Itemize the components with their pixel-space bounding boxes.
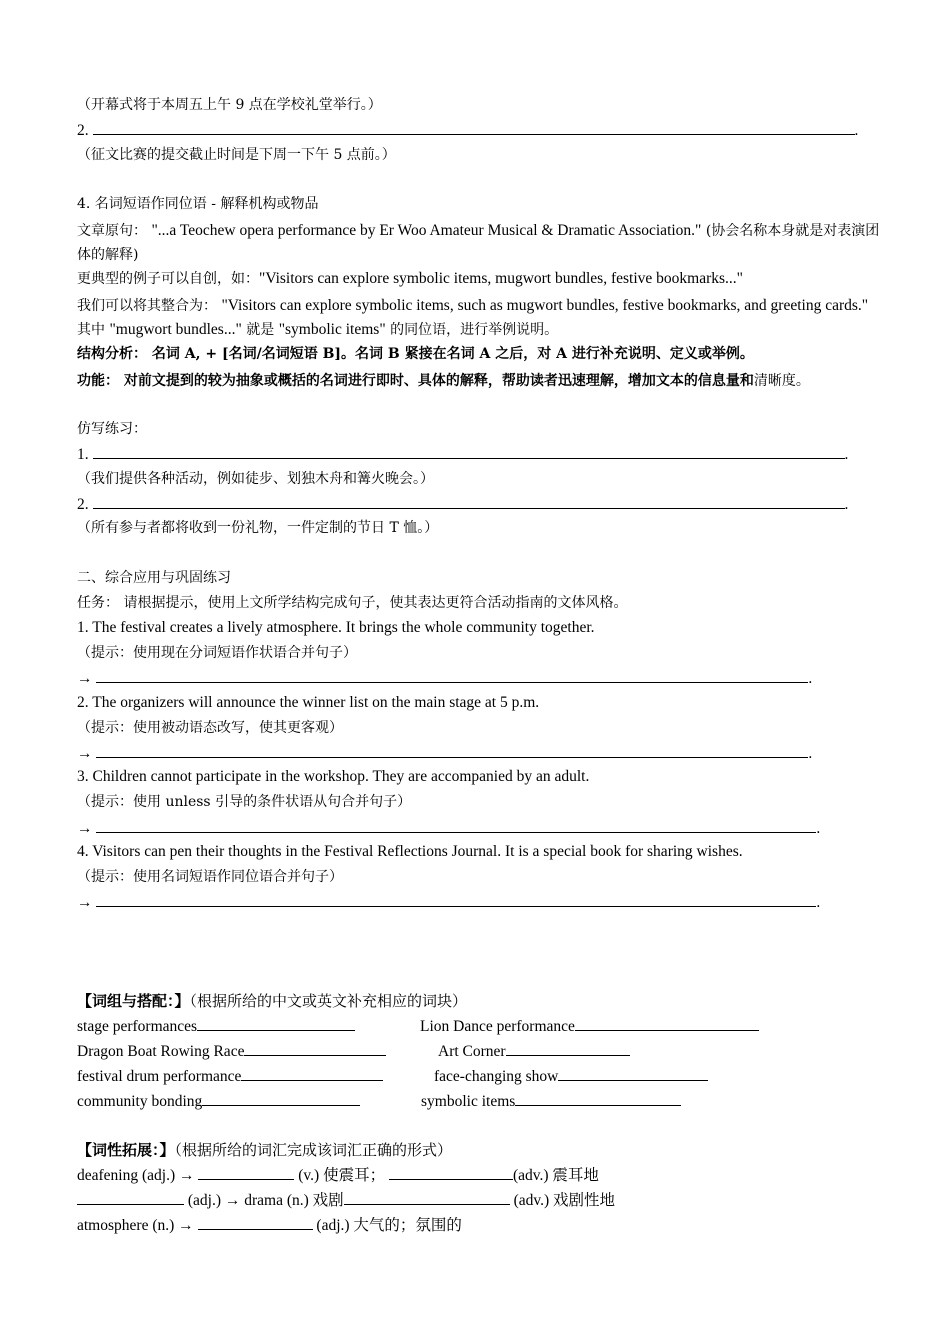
section-heading: 4. 名词短语作同位语 - 解释机构或物品 — [77, 196, 319, 212]
practice-note-1: （我们提供各种活动，例如徒步、划独木舟和篝火晚会。） — [77, 471, 434, 487]
arrow-icon: → — [77, 894, 93, 911]
practice-label: 仿写练习： — [77, 421, 147, 437]
exercise-hint-3: （提示：使用 unless 引导的条件状语从句合并句子） — [77, 794, 412, 810]
wordform-line-2: (adj.) → drama (n.) 戏剧 (adv.) 戏剧性地 — [77, 1190, 615, 1211]
note-opening-ceremony: （开幕式将于本周五上午 9 点在学校礼堂举行。） — [77, 97, 382, 113]
answer-blank[interactable] — [93, 444, 845, 459]
answer-blank[interactable] — [344, 1190, 510, 1205]
exercise-question-1: 1. The festival creates a lively atmosphere. It brings the whole community together. — [77, 619, 595, 636]
exercise-question-4: 4. Visitors can pen their thoughts in the Festival Reflections Journal. It is a special book for sharing wishes. — [77, 843, 743, 860]
phrase-row-4-left: community bonding — [77, 1091, 360, 1112]
practice-note-2: （所有参与者都将收到一份礼物，一件定制的节日 T 恤。） — [77, 520, 439, 536]
wordform-line-3: atmosphere (n.) → (adj.) 大气的；氛围的 — [77, 1217, 462, 1234]
phrase-row-3-right: face-changing show — [434, 1066, 708, 1087]
answer-blank[interactable] — [515, 1091, 681, 1106]
answer-blank[interactable] — [96, 818, 816, 833]
exercise-question-3: 3. Children cannot participate in the workshop. They are accompanied by an adult. — [77, 768, 590, 785]
answer-blank[interactable] — [575, 1016, 759, 1031]
phrase-row-2-right: Art Corner — [438, 1041, 630, 1062]
answer-blank[interactable] — [558, 1066, 708, 1081]
note-essay-deadline: （征文比赛的提交截止时间是下周一下午 5 点前。） — [77, 147, 396, 163]
exercise-hint-1: （提示：使用现在分词短语作状语合并句子） — [77, 645, 357, 661]
arrow-icon: → — [77, 745, 93, 762]
answer-blank[interactable] — [96, 892, 816, 907]
function-description: 功能： 对前文提到的较为抽象或概括的名词进行即时、具体的解释，帮助读者迅速理解，增加文本的信息量和清晰度。 — [77, 373, 810, 389]
phrase-row-3-left: festival drum performance — [77, 1066, 383, 1087]
phrase-row-4-right: symbolic items — [421, 1091, 681, 1112]
answer-blank[interactable] — [96, 668, 808, 683]
answer-blank[interactable] — [244, 1041, 386, 1056]
exercise-hint-2: （提示：使用被动语态改写，使其更客观） — [77, 720, 343, 736]
answer-blank[interactable] — [93, 494, 845, 509]
answer-blank[interactable] — [241, 1066, 383, 1081]
exercise-answer-4: → . — [77, 894, 821, 911]
structure-analysis: 结构分析： 名词 A, + [名词/名词短语 B]。名词 B 紧接在名词 A 之后，对 A 进行补充说明、定义或举例。 — [77, 346, 754, 362]
exercise-question-2: 2. The organizers will announce the winner list on the main stage at 5 p.m. — [77, 694, 540, 711]
answer-blank[interactable] — [506, 1041, 630, 1056]
phrase-row-2-left: Dragon Boat Rowing Race — [77, 1041, 386, 1062]
answer-blank[interactable] — [93, 120, 855, 135]
practice-line-2: 2. . — [77, 496, 849, 513]
practice-line-1: 1. . — [77, 446, 849, 463]
answer-blank[interactable] — [77, 1190, 184, 1205]
answer-blank[interactable] — [198, 1215, 313, 1230]
phrases-heading: 【词组与搭配：】（根据所给的中文或英文补充相应的词块） — [77, 992, 468, 1010]
exercise-answer-3: → . — [77, 820, 821, 837]
arrow-icon: → — [77, 670, 93, 687]
arrow-icon: → — [77, 820, 93, 837]
wordforms-heading: 【词性拓展：】（根据所给的词汇完成该词汇正确的形式） — [77, 1141, 453, 1159]
answer-blank[interactable] — [96, 743, 808, 758]
phrase-row-1-left: stage performances — [77, 1016, 355, 1037]
combined-sentence: 我们可以将其整合为： "Visitors can explore symbolic items, such as mugwort bundles, festive bookmarks, and greeting cards." 其中 "mugwort bundles..." 就是 "symbolic items" 的同位语，进行举例说明。 — [77, 297, 869, 338]
exercise-hint-4: （提示：使用名词短语作同位语合并句子） — [77, 869, 343, 885]
original-sentence: 文章原句： "...a Teochew opera performance by Er Woo Amateur Musical & Dramatic Association." (协会名称本身就是对表演团体的解释) — [77, 222, 880, 263]
example-sentence: 更典型的例子可以自创，如："Visitors can explore symbolic items, mugwort bundles, festive bookmarks..." — [77, 270, 743, 287]
exercise-answer-1: → . — [77, 670, 813, 687]
wordform-line-1: deafening (adj.) → (v.) 使震耳； (adv.) 震耳地 — [77, 1167, 599, 1184]
part2-heading: 二、综合应用与巩固练习 — [77, 570, 231, 586]
answer-blank[interactable] — [202, 1091, 360, 1106]
phrase-row-1-right: Lion Dance performance — [420, 1016, 759, 1037]
exercise-answer-2: → . — [77, 745, 813, 762]
blank-line-2: 2. . — [77, 122, 859, 139]
answer-blank[interactable] — [197, 1016, 355, 1031]
answer-blank[interactable] — [198, 1165, 294, 1180]
part2-task: 任务： 请根据提示，使用上文所学结构完成句子，使其表达更符合活动指南的文体风格。 — [77, 595, 628, 611]
answer-blank[interactable] — [389, 1165, 513, 1180]
